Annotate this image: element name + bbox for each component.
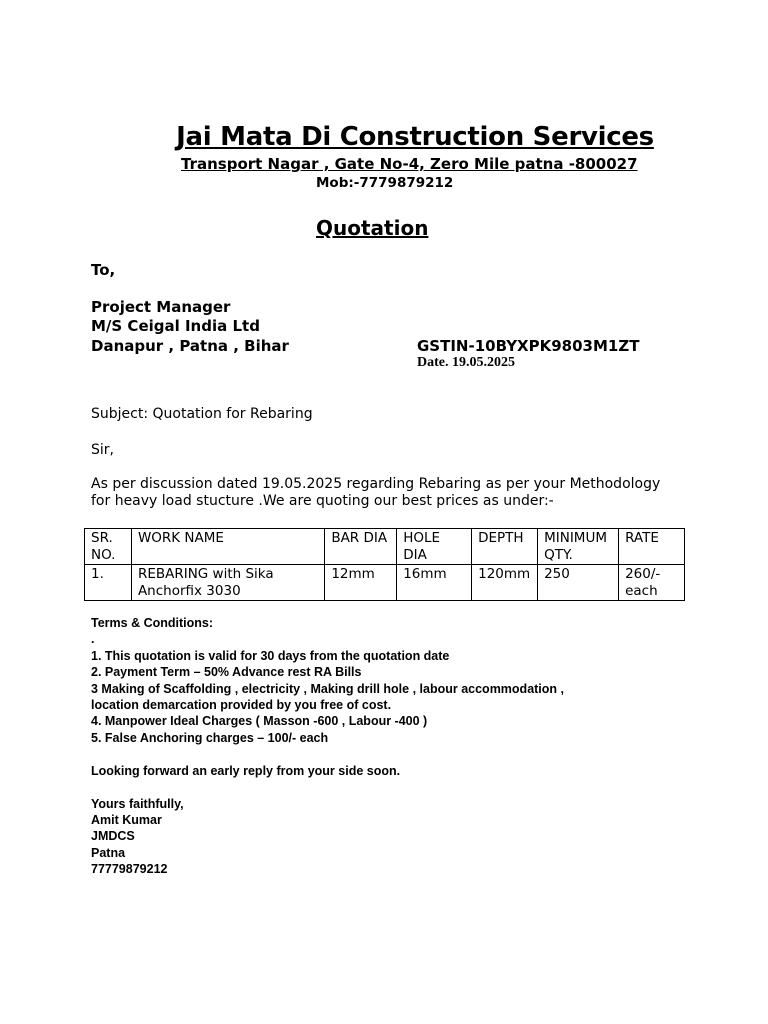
recipient-to: To, <box>91 261 116 279</box>
table-cell: 260/- each <box>619 565 685 601</box>
terms-item: 1. This quotation is valid for 30 days from the quotation date <box>91 649 450 663</box>
table-cell: REBARING with Sika Anchorfix 3030 <box>131 565 324 601</box>
intro-line: for heavy load stucture .We are quoting our best prices as under:- <box>91 493 554 509</box>
table-row <box>85 565 685 601</box>
terms-item: 4. Manpower Ideal Charges ( Masson -600 , Labour -400 ) <box>91 714 428 728</box>
terms-item: 5. False Anchoring charges – 100/- each <box>91 731 329 745</box>
intro-line: As per discussion dated 19.05.2025 regarding Rebaring as per your Methodology <box>91 476 661 492</box>
recipient-line: Project Manager <box>91 298 231 316</box>
quotation-date: Date. 19.05.2025 <box>417 355 515 370</box>
subject-line: Subject: Quotation for Rebaring <box>91 406 313 422</box>
table-cell: 120mm <box>472 565 538 601</box>
table-header-cell: RATE <box>619 529 685 565</box>
terms-heading: Terms & Conditions: <box>91 616 213 630</box>
recipient-line: M/S Ceigal India Ltd <box>91 317 260 335</box>
signature-line: Yours faithfully, <box>91 797 184 811</box>
table-header-cell: BAR DIA <box>325 529 397 565</box>
signature-line: Amit Kumar <box>91 813 162 827</box>
signature-line: Patna <box>91 846 126 860</box>
signature-line: JMDCS <box>91 829 135 843</box>
closing-line: Looking forward an early reply from your side soon. <box>91 764 401 778</box>
company-mobile: Mob:-7779879212 <box>316 175 454 191</box>
terms-dot: . <box>91 632 95 646</box>
table-header-cell: WORK NAME <box>131 529 324 565</box>
terms-item: location demarcation provided by you free of cost. <box>91 698 392 712</box>
gstin-number: GSTIN-10BYXPK9803M1ZT <box>417 337 640 355</box>
greeting: Sir, <box>91 442 114 458</box>
table-header-cell: DEPTH <box>472 529 538 565</box>
table-header-cell: MINIMUM QTY. <box>538 529 619 565</box>
company-name: Jai Mata Di Construction Services <box>176 122 654 152</box>
table-cell: 12mm <box>325 565 397 601</box>
company-address: Transport Nagar , Gate No-4, Zero Mile patna -800027 <box>181 155 638 173</box>
terms-item: 2. Payment Term – 50% Advance rest RA Bills <box>91 665 362 679</box>
table-header-row <box>85 529 685 565</box>
quotation-table <box>84 528 685 601</box>
signature-line: 77779879212 <box>91 862 168 876</box>
terms-item: 3 Making of Scaffolding , electricity , Making drill hole , labour accommodation , <box>91 682 564 696</box>
table-cell: 250 <box>538 565 619 601</box>
table-header-cell: SR. NO. <box>85 529 132 565</box>
recipient-line: Danapur , Patna , Bihar <box>91 337 289 355</box>
table-cell: 16mm <box>397 565 472 601</box>
table-cell: 1. <box>85 565 132 601</box>
table-header-cell: HOLE DIA <box>397 529 472 565</box>
document-title: Quotation <box>316 216 429 240</box>
